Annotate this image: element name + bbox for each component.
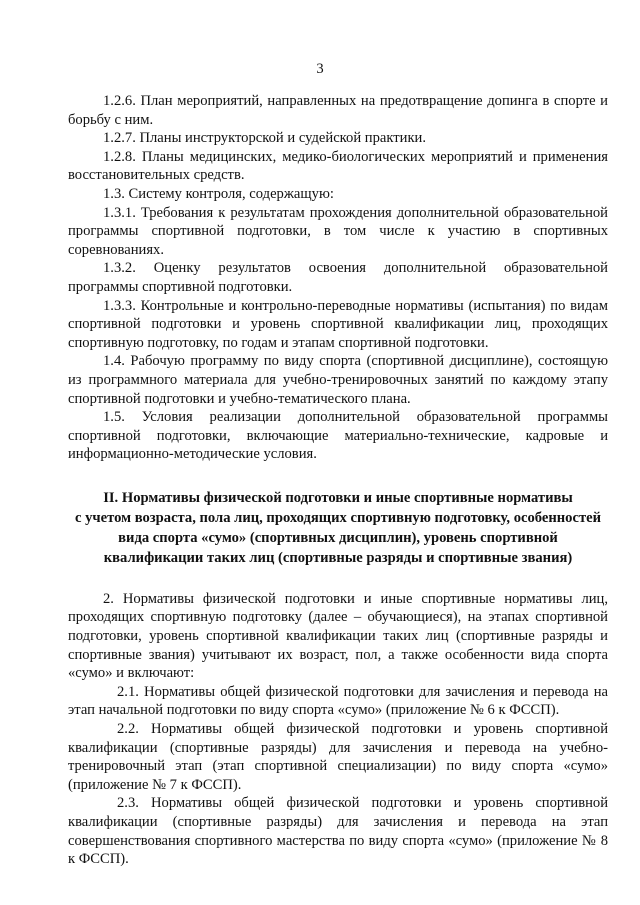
paragraph-1-2-8: 1.2.8. Планы медицинских, медико-биологических мероприятий и применения восстановительных средств. — [68, 148, 608, 184]
paragraph-2-1: 2.1. Нормативы общей физической подготовки для зачисления и перевода на этап начальной подготовки по виду спорта «сумо» (приложение № 6 к ФССП). — [68, 683, 608, 719]
section-title — [68, 488, 608, 568]
section-title-line: квалификации таких лиц (спортивные разряды и спортивные звания) — [103, 549, 573, 566]
document-body — [68, 92, 608, 869]
section-title-line: вида спорта «сумо» (спортивных дисциплин), уровень спортивной — [118, 529, 558, 546]
paragraph-2: 2. Нормативы физической подготовки и иные спортивные нормативы лиц, проходящих спортивную подготовку (далее – обучающиеся), на этапах спортивной подготовки, уровень спортивной квалификации таких лиц (спортивные разряды и спортивные звания) учитывают их возраст, пол, а также особенности вида спорта «сумо» и включают: — [68, 590, 608, 682]
paragraph-1-3-3: 1.3.3. Контрольные и контрольно-переводные нормативы (испытания) по видам спортивной подготовки и уровень спортивной квалификации лиц, проходящих спортивную подготовку, по годам и этапам спортивной подготовки. — [68, 297, 608, 351]
paragraph-1-2-7: 1.2.7. Планы инструкторской и судейской практики. — [103, 130, 426, 147]
section-title-line: II. Нормативы физической подготовки и иные спортивные нормативы — [103, 489, 573, 506]
paragraph-1-3-1: 1.3.1. Требования к результатам прохождения дополнительной образовательной программы спортивной подготовки, в том числе к участию в спортивных соревнованиях. — [68, 204, 608, 258]
paragraph-2-3: 2.3. Нормативы общей физической подготовки и уровень спортивной квалификации (спортивные разряды) для зачисления и перевода на этап совершенствования спортивного мастерства по виду спорта «сумо» (приложение № 8 к ФССП). — [68, 795, 608, 868]
paragraph-1-3: 1.3. Систему контроля, содержащую: — [103, 185, 334, 202]
paragraph-1-3-2: 1.3.2. Оценку результатов освоения дополнительной образовательной программы спортивной подготовки. — [68, 260, 608, 295]
paragraph-1-2-6: 1.2.6. План мероприятий, направленных на предотвращение допинга в спорте и борьбу с ним. — [68, 93, 608, 128]
paragraph-2-2: 2.2. Нормативы общей физической подготовки и уровень спортивной квалификации (спортивные разряды) для зачисления и перевода на учебно-тренировочный этап (этап спортивной специализации) по виду спорта «сумо» (приложение № 7 к ФССП). — [68, 721, 608, 793]
paragraph-1-5: 1.5. Условия реализации дополнительной образовательной программы спортивной подготовки, включающие материально-технические, кадровые и информационно-методические условия. — [68, 409, 608, 463]
paragraph-1-4: 1.4. Рабочую программу по виду спорта (спортивной дисциплине), состоящую из программного материала для учебно-тренировочных занятий по каждому этапу спортивной подготовки и учебно-тематического плана. — [68, 353, 608, 407]
page-number: 3 — [316, 61, 324, 77]
section-title-line: с учетом возраста, пола лиц, проходящих спортивную подготовку, особенностей — [75, 509, 601, 526]
